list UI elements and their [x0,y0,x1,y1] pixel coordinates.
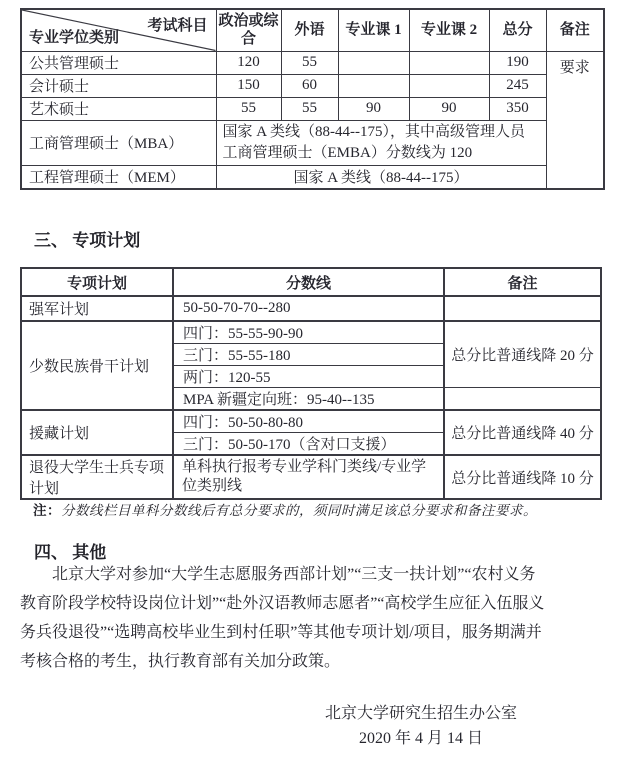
exam-subjects-label: 考试科目 [147,18,208,34]
degree-name: 工商管理硕士（MBA） [21,120,216,165]
degree-name: 艺术硕士 [21,97,216,120]
remark-merged-cell: 要求 [546,51,604,189]
plan-remark [444,388,601,411]
footnote-label: 注： [33,503,61,518]
degree-score-table [20,8,605,190]
major1-score [338,51,409,74]
paragraph-line: 教育阶段学校特设岗位计划”“赴外汉语教师志愿者”“高校学生应征入伍服义 [20,595,545,612]
col-plan: 专项计划 [21,268,173,296]
footnote-text: 分数线栏目单科分数线后有总分要求的，须同时满足该总分要求和备注要求。 [61,503,537,518]
paragraph-line: 北京大学对参加“大学生志愿服务西部计划”“三支一扶计划”“农村义务 [52,566,536,583]
foreign-score: 60 [281,74,338,97]
score-line: 50-50-70-70--280 [173,296,444,321]
table-footnote [33,499,537,519]
row-yuanzang-1 [21,410,601,433]
score-line: MPA 新疆定向班：95-40--135 [173,388,444,411]
table-row [21,97,604,120]
major1-score: 90 [338,97,409,120]
plan-remark: 总分比普通线降 20 分 [444,321,601,388]
foreign-score: 55 [281,51,338,74]
score-line: 三门：50-50-170（含对口支援） [173,433,444,456]
signature-date: 2020 年 4 月 14 日 [358,730,483,747]
score-line: 四门：55-55-90-90 [173,321,444,344]
plan-remark: 总分比普通线降 40 分 [444,410,601,455]
signature-block [300,701,542,751]
degree-table-header-row [21,9,604,51]
special-table-header-row [21,268,601,296]
score-line: 两门：120-55 [173,366,444,388]
col-remark: 备注 [444,268,601,296]
politics-score: 120 [216,51,281,74]
mem-score-line: 国家 A 类线（88-44--175） [216,165,546,189]
col-politics: 政治或综合 [216,9,281,51]
degree-category-label: 专业学位类别 [29,29,120,46]
major2-score: 90 [409,97,489,120]
major1-score [338,74,409,97]
special-plan-table [20,267,602,500]
table-row-mba [21,120,604,165]
plan-name: 援藏计划 [21,410,173,455]
paragraph-line: 务兵役退役”“选聘高校毕业生到村任职”等其他专项计划/项目，服务期满并 [20,624,542,641]
plan-remark [444,296,601,321]
foreign-score: 55 [281,97,338,120]
total-score: 350 [489,97,546,120]
plan-name: 少数民族骨干计划 [21,321,173,410]
table-row [21,51,604,74]
diagonal-header-cell [21,9,216,51]
plan-name: 退役大学生士兵专项计划 [21,455,173,499]
section-4-paragraph [20,560,586,676]
total-score: 245 [489,74,546,97]
section-4-heading: 四、 其他 [34,543,107,562]
major2-score [409,51,489,74]
col-major2: 专业课 2 [409,9,489,51]
col-total: 总分 [489,9,546,51]
col-major1: 专业课 1 [338,9,409,51]
score-line: 三门：55-55-180 [173,344,444,366]
major2-score [409,74,489,97]
degree-name: 公共管理硕士 [21,51,216,74]
mba-score-line: 国家 A 类线（88-44--175），其中高级管理人员工商管理硕士（EMBA）分数线为 120 [216,120,546,165]
degree-name: 会计硕士 [21,74,216,97]
paragraph-line: 考核合格的考生，执行教育部有关加分政策。 [20,653,341,670]
row-tuiyi [21,455,601,499]
col-score-line: 分数线 [173,268,444,296]
table-row-mem [21,165,604,189]
plan-name: 强军计划 [21,296,173,321]
politics-score: 150 [216,74,281,97]
total-score: 190 [489,51,546,74]
row-minority-1 [21,321,601,344]
politics-score: 55 [216,97,281,120]
score-line: 单科执行报考专业学科门类线/专业学位类别线 [173,455,444,499]
score-line: 四门：50-50-80-80 [173,410,444,433]
col-foreign: 外语 [281,9,338,51]
table-row [21,74,604,97]
col-remark: 备注 [546,9,604,51]
plan-remark: 总分比普通线降 10 分 [444,455,601,499]
degree-name: 工程管理硕士（MEM） [21,165,216,189]
row-qiangjun [21,296,601,321]
section-3-heading: 三、 专项计划 [34,231,141,250]
signature-org: 北京大学研究生招生办公室 [324,705,517,722]
